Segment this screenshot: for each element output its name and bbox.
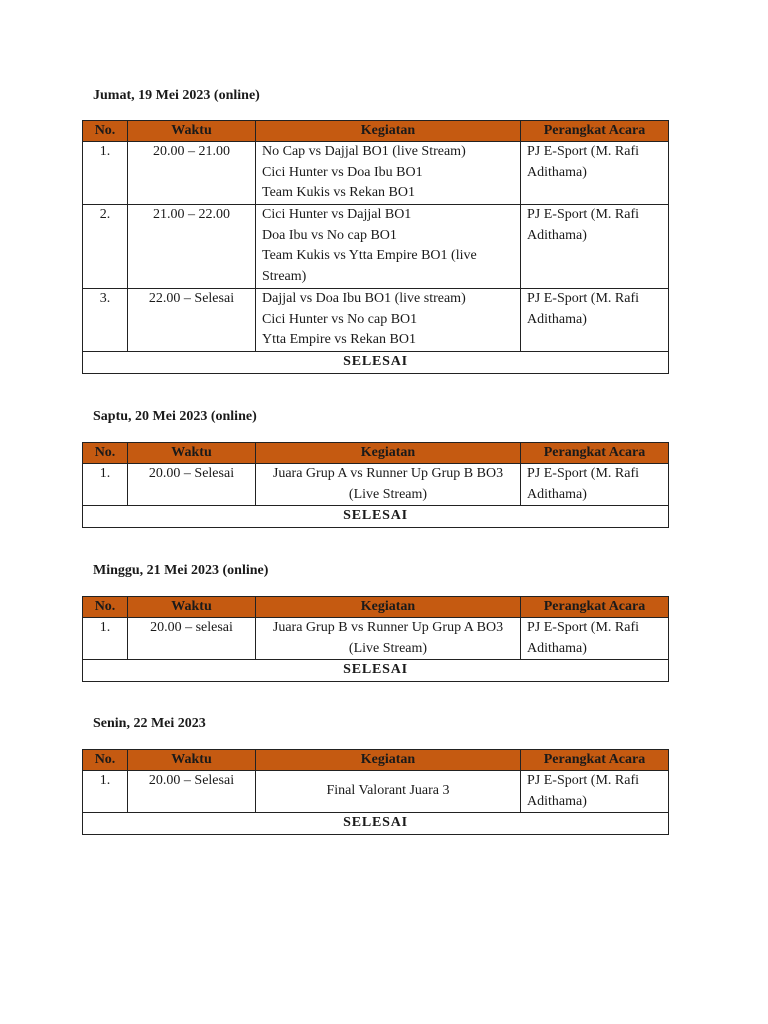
header-activity: Kegiatan — [256, 121, 521, 142]
table-row — [83, 464, 669, 506]
table-row — [83, 205, 669, 289]
header-no: No. — [83, 750, 128, 771]
row-staff: PJ E-Sport (M. Rafi Adithama) — [521, 142, 669, 205]
row-staff: PJ E-Sport (M. Rafi Adithama) — [521, 464, 669, 506]
table-row — [83, 289, 669, 352]
activity-item: Doa Ibu vs No cap BO1 — [262, 227, 397, 243]
footer-label: SELESAI — [83, 506, 669, 528]
row-activity: Final Valorant Juara 3 — [256, 771, 521, 813]
table-header-row — [83, 597, 669, 618]
table-header-row — [83, 443, 669, 464]
header-time: Waktu — [128, 597, 256, 618]
table-row — [83, 142, 669, 205]
row-time: 20.00 – Selesai — [128, 771, 256, 813]
schedule-table — [82, 596, 669, 682]
header-time: Waktu — [128, 121, 256, 142]
table-row — [83, 771, 669, 813]
day-title: Minggu, 21 Mei 2023 (online) — [93, 563, 269, 578]
row-activity: Juara Grup A vs Runner Up Grup B BO3 (Live Stream) — [256, 464, 521, 506]
table-header-row — [83, 121, 669, 142]
table-header-row — [83, 750, 669, 771]
row-time: 22.00 – Selesai — [128, 289, 256, 352]
activity-item: Dajjal vs Doa Ibu BO1 (live stream) — [262, 291, 466, 306]
row-no: 1. — [83, 142, 128, 205]
header-activity: Kegiatan — [256, 750, 521, 771]
footer-label: SELESAI — [83, 813, 669, 835]
activity-item: Cici Hunter vs Doa Ibu BO1 — [262, 164, 423, 180]
schedule-table — [82, 120, 669, 374]
table-footer-row — [83, 813, 669, 835]
day-title: Jumat, 19 Mei 2023 (online) — [93, 88, 260, 103]
row-no: 1. — [83, 618, 128, 660]
day-title: Saptu, 20 Mei 2023 (online) — [93, 409, 257, 424]
table-footer-row — [83, 506, 669, 528]
activity-item: Cici Hunter vs Dajjal BO1 — [262, 207, 412, 222]
row-staff: PJ E-Sport (M. Rafi Adithama) — [521, 618, 669, 660]
day-title: Senin, 22 Mei 2023 — [93, 716, 206, 731]
activity-item: Cici Hunter vs No cap BO1 — [262, 311, 418, 327]
header-staff: Perangkat Acara — [521, 750, 669, 771]
header-time: Waktu — [128, 750, 256, 771]
row-staff: PJ E-Sport (M. Rafi Adithama) — [521, 205, 669, 289]
header-time: Waktu — [128, 443, 256, 464]
row-no: 3. — [83, 289, 128, 352]
activity-item: Team Kukis vs Ytta Empire BO1 (live Stream) — [262, 248, 477, 284]
row-no: 2. — [83, 205, 128, 289]
table-footer-row — [83, 660, 669, 682]
header-activity: Kegiatan — [256, 443, 521, 464]
row-staff: PJ E-Sport (M. Rafi Adithama) — [521, 771, 669, 813]
footer-label: SELESAI — [83, 352, 669, 374]
schedule-table — [82, 749, 669, 835]
row-time: 20.00 – 21.00 — [128, 142, 256, 205]
row-time: 21.00 – 22.00 — [128, 205, 256, 289]
header-staff: Perangkat Acara — [521, 443, 669, 464]
row-activities — [256, 142, 521, 205]
activity-item: Ytta Empire vs Rekan BO1 — [262, 332, 416, 347]
row-activities — [256, 289, 521, 352]
row-activities — [256, 205, 521, 289]
table-footer-row — [83, 352, 669, 374]
header-staff: Perangkat Acara — [521, 597, 669, 618]
header-no: No. — [83, 121, 128, 142]
header-staff: Perangkat Acara — [521, 121, 669, 142]
table-row — [83, 618, 669, 660]
footer-label: SELESAI — [83, 660, 669, 682]
header-no: No. — [83, 443, 128, 464]
activity-item: Team Kukis vs Rekan BO1 — [262, 185, 416, 200]
header-activity: Kegiatan — [256, 597, 521, 618]
row-time: 20.00 – Selesai — [128, 464, 256, 506]
row-activity: Juara Grup B vs Runner Up Grup A BO3 (Live Stream) — [256, 618, 521, 660]
header-no: No. — [83, 597, 128, 618]
row-no: 1. — [83, 771, 128, 813]
row-no: 1. — [83, 464, 128, 506]
row-staff: PJ E-Sport (M. Rafi Adithama) — [521, 289, 669, 352]
schedule-table — [82, 442, 669, 528]
row-time: 20.00 – selesai — [128, 618, 256, 660]
activity-item: No Cap vs Dajjal BO1 (live Stream) — [262, 144, 466, 159]
